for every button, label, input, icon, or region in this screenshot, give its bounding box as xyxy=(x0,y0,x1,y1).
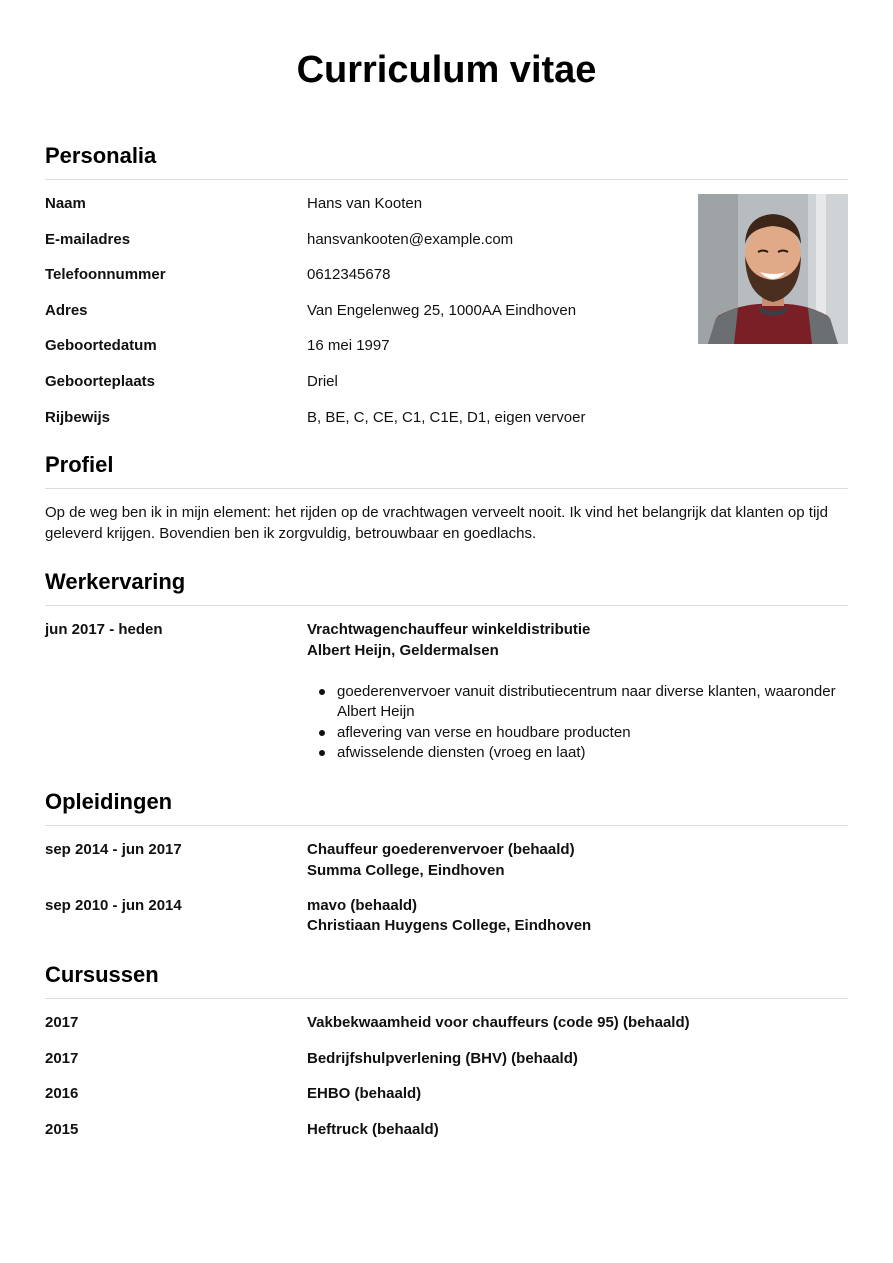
field-label: Geboorteplaats xyxy=(45,372,156,390)
field-value: Van Engelenweg 25, 1000AA Eindhoven xyxy=(307,301,577,319)
course-year: 2016 xyxy=(45,1085,79,1103)
field-label: Adres xyxy=(45,301,88,319)
personalia-row-geboorteplaats xyxy=(45,372,848,408)
field-value: Hans van Kooten xyxy=(307,195,423,212)
course-year: 2017 xyxy=(45,1014,79,1031)
course-year: 2017 xyxy=(45,1049,79,1067)
work-details xyxy=(307,620,848,764)
field-value: 0612345678 xyxy=(307,266,391,284)
personalia-row-rijbewijs xyxy=(45,408,848,444)
werkervaring-entries xyxy=(45,606,848,764)
work-period: jun 2017 - heden xyxy=(45,621,163,638)
education-school: Christiaan Huygens College, Eindhoven xyxy=(307,917,592,934)
education-period: sep 2010 - jun 2014 xyxy=(45,896,182,914)
education-details xyxy=(307,896,848,937)
field-label: E-mailadres xyxy=(45,230,131,248)
profile-photo xyxy=(698,194,848,344)
course-title: Heftruck (behaald) xyxy=(307,1120,439,1138)
profile-photo-image xyxy=(698,194,848,344)
course-row xyxy=(45,1013,848,1049)
education-title: Chauffeur goederenvervoer (behaald) xyxy=(307,841,575,858)
page-title: Curriculum vitae xyxy=(296,49,597,91)
work-task: afwisselende diensten (vroeg en laat) xyxy=(319,743,848,764)
course-row xyxy=(45,1120,848,1156)
section-cursussen xyxy=(45,961,848,1155)
cursussen-entries xyxy=(45,999,848,1155)
work-title: Vrachtwagenchauffeur winkeldistributie xyxy=(307,621,591,638)
field-label: Geboortedatum xyxy=(45,337,157,355)
section-heading: Werkervaring xyxy=(45,568,848,606)
section-werkervaring xyxy=(45,568,848,778)
section-heading: Opleidingen xyxy=(45,788,848,826)
field-label: Naam xyxy=(45,195,86,212)
education-details xyxy=(307,840,848,881)
work-organization: Albert Heijn, Geldermalsen xyxy=(307,641,499,659)
course-row xyxy=(45,1084,848,1120)
field-value: Driel xyxy=(307,372,338,390)
field-label: Telefoonnummer xyxy=(45,266,166,284)
section-heading: Profiel xyxy=(45,451,848,489)
field-value: B, BE, C, CE, C1, C1E, D1, eigen vervoer xyxy=(307,408,586,426)
profile-text: Op de weg ben ik in mijn element: het rijden op de vrachtwagen verveelt nooit. Ik vind het belangrijk dat klanten op tijd geleverd krijgen. Bovendien ben ik zorgvuldig, betrouwbaar en goedlachs. xyxy=(45,504,828,542)
course-row xyxy=(45,1049,848,1085)
education-title: mavo (behaald) xyxy=(307,896,418,914)
work-task: aflevering van verse en houdbare producten xyxy=(319,723,848,744)
course-title: EHBO (behaald) xyxy=(307,1085,422,1103)
course-year: 2015 xyxy=(45,1120,79,1138)
course-title: Bedrijfshulpverlening (BHV) (behaald) xyxy=(307,1049,578,1067)
section-opleidingen xyxy=(45,788,848,951)
opleidingen-entries xyxy=(45,826,848,937)
work-tasks xyxy=(307,682,848,764)
section-profiel xyxy=(45,451,848,544)
work-entry xyxy=(45,620,848,764)
education-school: Summa College, Eindhoven xyxy=(307,861,505,879)
field-label: Rijbewijs xyxy=(45,408,111,426)
education-period: sep 2014 - jun 2017 xyxy=(45,841,182,858)
education-entry xyxy=(45,840,848,881)
course-title: Vakbekwaamheid voor chauffeurs (code 95) (behaald) xyxy=(307,1014,690,1031)
section-heading: Personalia xyxy=(45,142,848,180)
field-value: hansvankooten@example.com xyxy=(307,230,514,248)
field-value: 16 mei 1997 xyxy=(307,337,390,355)
section-heading: Cursussen xyxy=(45,961,848,999)
education-entry xyxy=(45,896,848,937)
work-task: goederenvervoer vanuit distributiecentrum naar diverse klanten, waaronder Albert Heijn xyxy=(319,682,848,723)
